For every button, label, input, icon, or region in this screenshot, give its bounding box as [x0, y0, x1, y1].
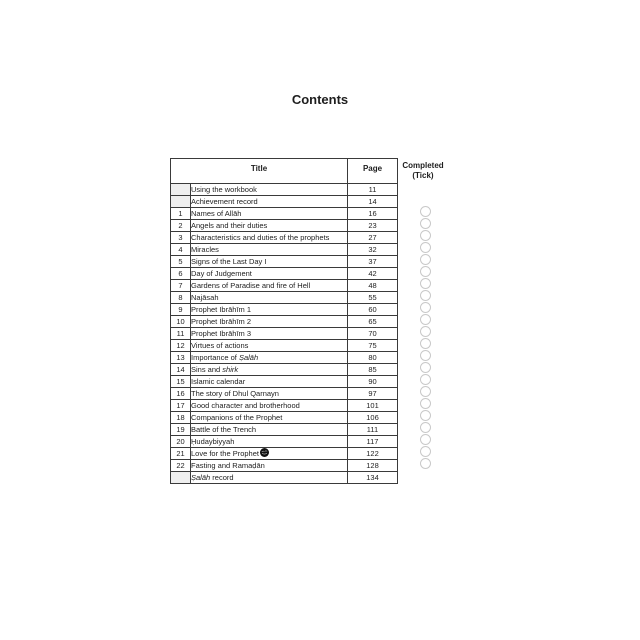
row-title-cell — [191, 472, 348, 484]
title-text: Islamic calendar — [191, 377, 246, 386]
tick-circle[interactable] — [420, 386, 431, 397]
table-row — [171, 196, 398, 208]
row-number-cell: 11 — [171, 328, 191, 340]
table-row — [171, 472, 398, 484]
row-page-cell: 134 — [348, 472, 398, 484]
title-text: Sins and — [191, 365, 223, 374]
tick-circle[interactable] — [420, 374, 431, 385]
row-title-cell — [191, 400, 348, 412]
title-text: Prophet Ibrāhīm 2 — [191, 317, 252, 326]
tick-circle[interactable] — [420, 254, 431, 265]
tick-circle[interactable] — [420, 422, 431, 433]
tick-circle[interactable] — [420, 206, 431, 217]
row-page-cell: 11 — [348, 184, 398, 196]
table-row — [171, 340, 398, 352]
row-number-cell: 17 — [171, 400, 191, 412]
table-row — [171, 364, 398, 376]
tick-circle[interactable] — [420, 314, 431, 325]
row-title-cell — [191, 352, 348, 364]
row-title-cell — [191, 448, 348, 460]
tick-circle[interactable] — [420, 458, 431, 469]
row-title-cell — [191, 256, 348, 268]
row-page-cell: 60 — [348, 304, 398, 316]
prophet-honorific-icon — [260, 448, 269, 457]
row-number-cell: 12 — [171, 340, 191, 352]
tick-circle[interactable] — [420, 218, 431, 229]
row-title-cell — [191, 460, 348, 472]
tick-circle[interactable] — [420, 302, 431, 313]
row-number-cell: 20 — [171, 436, 191, 448]
row-page-cell: 106 — [348, 412, 398, 424]
completed-column-header — [394, 161, 452, 181]
row-number-cell: 22 — [171, 460, 191, 472]
title-text: Ṣalāh — [238, 353, 259, 362]
tick-circle[interactable] — [420, 242, 431, 253]
contents-table — [170, 158, 398, 484]
tick-circle[interactable] — [420, 338, 431, 349]
title-text: Characteristics and duties of the prophets — [191, 233, 330, 242]
title-text: Ṣalāh — [191, 473, 211, 482]
title-text: Virtues of actions — [191, 341, 249, 350]
tick-circle-column — [420, 206, 431, 470]
tick-circle[interactable] — [420, 350, 431, 361]
tick-circle[interactable] — [420, 278, 431, 289]
title-text: Gardens of Paradise and fire of Hell — [191, 281, 311, 290]
table-row — [171, 280, 398, 292]
row-page-cell: 111 — [348, 424, 398, 436]
row-page-cell: 14 — [348, 196, 398, 208]
row-number-cell: 15 — [171, 376, 191, 388]
row-title-cell — [191, 304, 348, 316]
row-title-cell — [191, 196, 348, 208]
row-title-cell — [191, 436, 348, 448]
row-page-cell: 27 — [348, 232, 398, 244]
title-text: record — [210, 473, 234, 482]
table-row — [171, 232, 398, 244]
row-title-cell — [191, 328, 348, 340]
row-number-cell: 16 — [171, 388, 191, 400]
column-header-title: Title — [171, 159, 348, 184]
table-row — [171, 244, 398, 256]
title-text: Miracles — [191, 245, 219, 254]
title-text: Importance of — [191, 353, 239, 362]
row-title-cell — [191, 268, 348, 280]
row-title-cell — [191, 364, 348, 376]
row-title-cell — [191, 208, 348, 220]
table-row — [171, 412, 398, 424]
table-row — [171, 256, 398, 268]
title-text: Fasting and Ramaḍān — [191, 461, 265, 470]
title-text: Using the workbook — [191, 185, 257, 194]
row-number-cell: 10 — [171, 316, 191, 328]
row-number-cell: 2 — [171, 220, 191, 232]
title-text: Good character and brotherhood — [191, 401, 300, 410]
table-row — [171, 376, 398, 388]
table-row — [171, 304, 398, 316]
row-title-cell — [191, 292, 348, 304]
row-number-cell: 5 — [171, 256, 191, 268]
title-text: Ḥudaybiyyah — [191, 437, 235, 446]
title-text: The story of Dhul Qarnayn — [191, 389, 279, 398]
table-row — [171, 184, 398, 196]
row-number-cell: 13 — [171, 352, 191, 364]
row-number-cell: 8 — [171, 292, 191, 304]
table-header-row — [171, 159, 398, 184]
page-title: Contents — [291, 92, 349, 107]
row-page-cell: 128 — [348, 460, 398, 472]
row-title-cell — [191, 376, 348, 388]
tick-circle[interactable] — [420, 434, 431, 445]
row-title-cell — [191, 232, 348, 244]
row-title-cell — [191, 316, 348, 328]
table-row — [171, 388, 398, 400]
row-page-cell: 70 — [348, 328, 398, 340]
tick-circle[interactable] — [420, 398, 431, 409]
title-text: Signs of the Last Day I — [191, 257, 267, 266]
row-page-cell: 37 — [348, 256, 398, 268]
title-text: shirk — [222, 365, 239, 374]
row-page-cell: 75 — [348, 340, 398, 352]
row-number-cell — [171, 472, 191, 484]
row-page-cell: 42 — [348, 268, 398, 280]
row-number-cell: 21 — [171, 448, 191, 460]
row-page-cell: 32 — [348, 244, 398, 256]
title-text: Prophet Ibrāhīm 3 — [191, 329, 252, 338]
table-row — [171, 208, 398, 220]
title-text: Angels and their duties — [191, 221, 268, 230]
table-row — [171, 448, 398, 460]
row-title-cell — [191, 280, 348, 292]
title-text: Najāsah — [191, 293, 219, 302]
row-number-cell: 4 — [171, 244, 191, 256]
title-text: Achievement record — [191, 197, 258, 206]
row-title-cell — [191, 220, 348, 232]
row-page-cell: 117 — [348, 436, 398, 448]
row-number-cell — [171, 196, 191, 208]
row-page-cell: 48 — [348, 280, 398, 292]
row-number-cell — [171, 184, 191, 196]
table-row — [171, 328, 398, 340]
table-row — [171, 268, 398, 280]
title-text: Companions of the Prophet — [191, 413, 283, 422]
row-number-cell: 3 — [171, 232, 191, 244]
tick-circle[interactable] — [420, 326, 431, 337]
table-row — [171, 400, 398, 412]
row-page-cell: 122 — [348, 448, 398, 460]
row-page-cell: 23 — [348, 220, 398, 232]
row-page-cell: 85 — [348, 364, 398, 376]
row-page-cell: 101 — [348, 400, 398, 412]
row-page-cell: 90 — [348, 376, 398, 388]
column-header-page: Page — [348, 159, 398, 184]
table-row — [171, 220, 398, 232]
title-text: Prophet Ibrāhīm 1 — [191, 305, 252, 314]
row-title-cell — [191, 424, 348, 436]
table-row — [171, 460, 398, 472]
row-title-cell — [191, 244, 348, 256]
row-number-cell: 1 — [171, 208, 191, 220]
row-number-cell: 6 — [171, 268, 191, 280]
title-text: Day of Judgement — [191, 269, 252, 278]
table-row — [171, 352, 398, 364]
row-number-cell: 9 — [171, 304, 191, 316]
row-number-cell: 19 — [171, 424, 191, 436]
table-row — [171, 424, 398, 436]
tick-circle[interactable] — [420, 266, 431, 277]
row-title-cell — [191, 388, 348, 400]
table-row — [171, 316, 398, 328]
title-text: Love for the Prophet — [191, 449, 259, 458]
tick-circle[interactable] — [420, 362, 431, 373]
row-title-cell — [191, 184, 348, 196]
tick-circle[interactable] — [420, 230, 431, 241]
row-number-cell: 14 — [171, 364, 191, 376]
title-text: Battle of the Trench — [191, 425, 257, 434]
table-row — [171, 436, 398, 448]
row-page-cell: 65 — [348, 316, 398, 328]
table-row — [171, 292, 398, 304]
completed-label-line1: Completed — [402, 161, 444, 170]
tick-circle[interactable] — [420, 410, 431, 421]
row-title-cell — [191, 412, 348, 424]
row-page-cell: 80 — [348, 352, 398, 364]
completed-label-line2: (Tick) — [412, 171, 434, 180]
row-number-cell: 18 — [171, 412, 191, 424]
row-page-cell: 16 — [348, 208, 398, 220]
tick-circle[interactable] — [420, 446, 431, 457]
row-page-cell: 97 — [348, 388, 398, 400]
title-text: Names of Allāh — [191, 209, 242, 218]
row-number-cell: 7 — [171, 280, 191, 292]
row-page-cell: 55 — [348, 292, 398, 304]
row-title-cell — [191, 340, 348, 352]
tick-circle[interactable] — [420, 290, 431, 301]
